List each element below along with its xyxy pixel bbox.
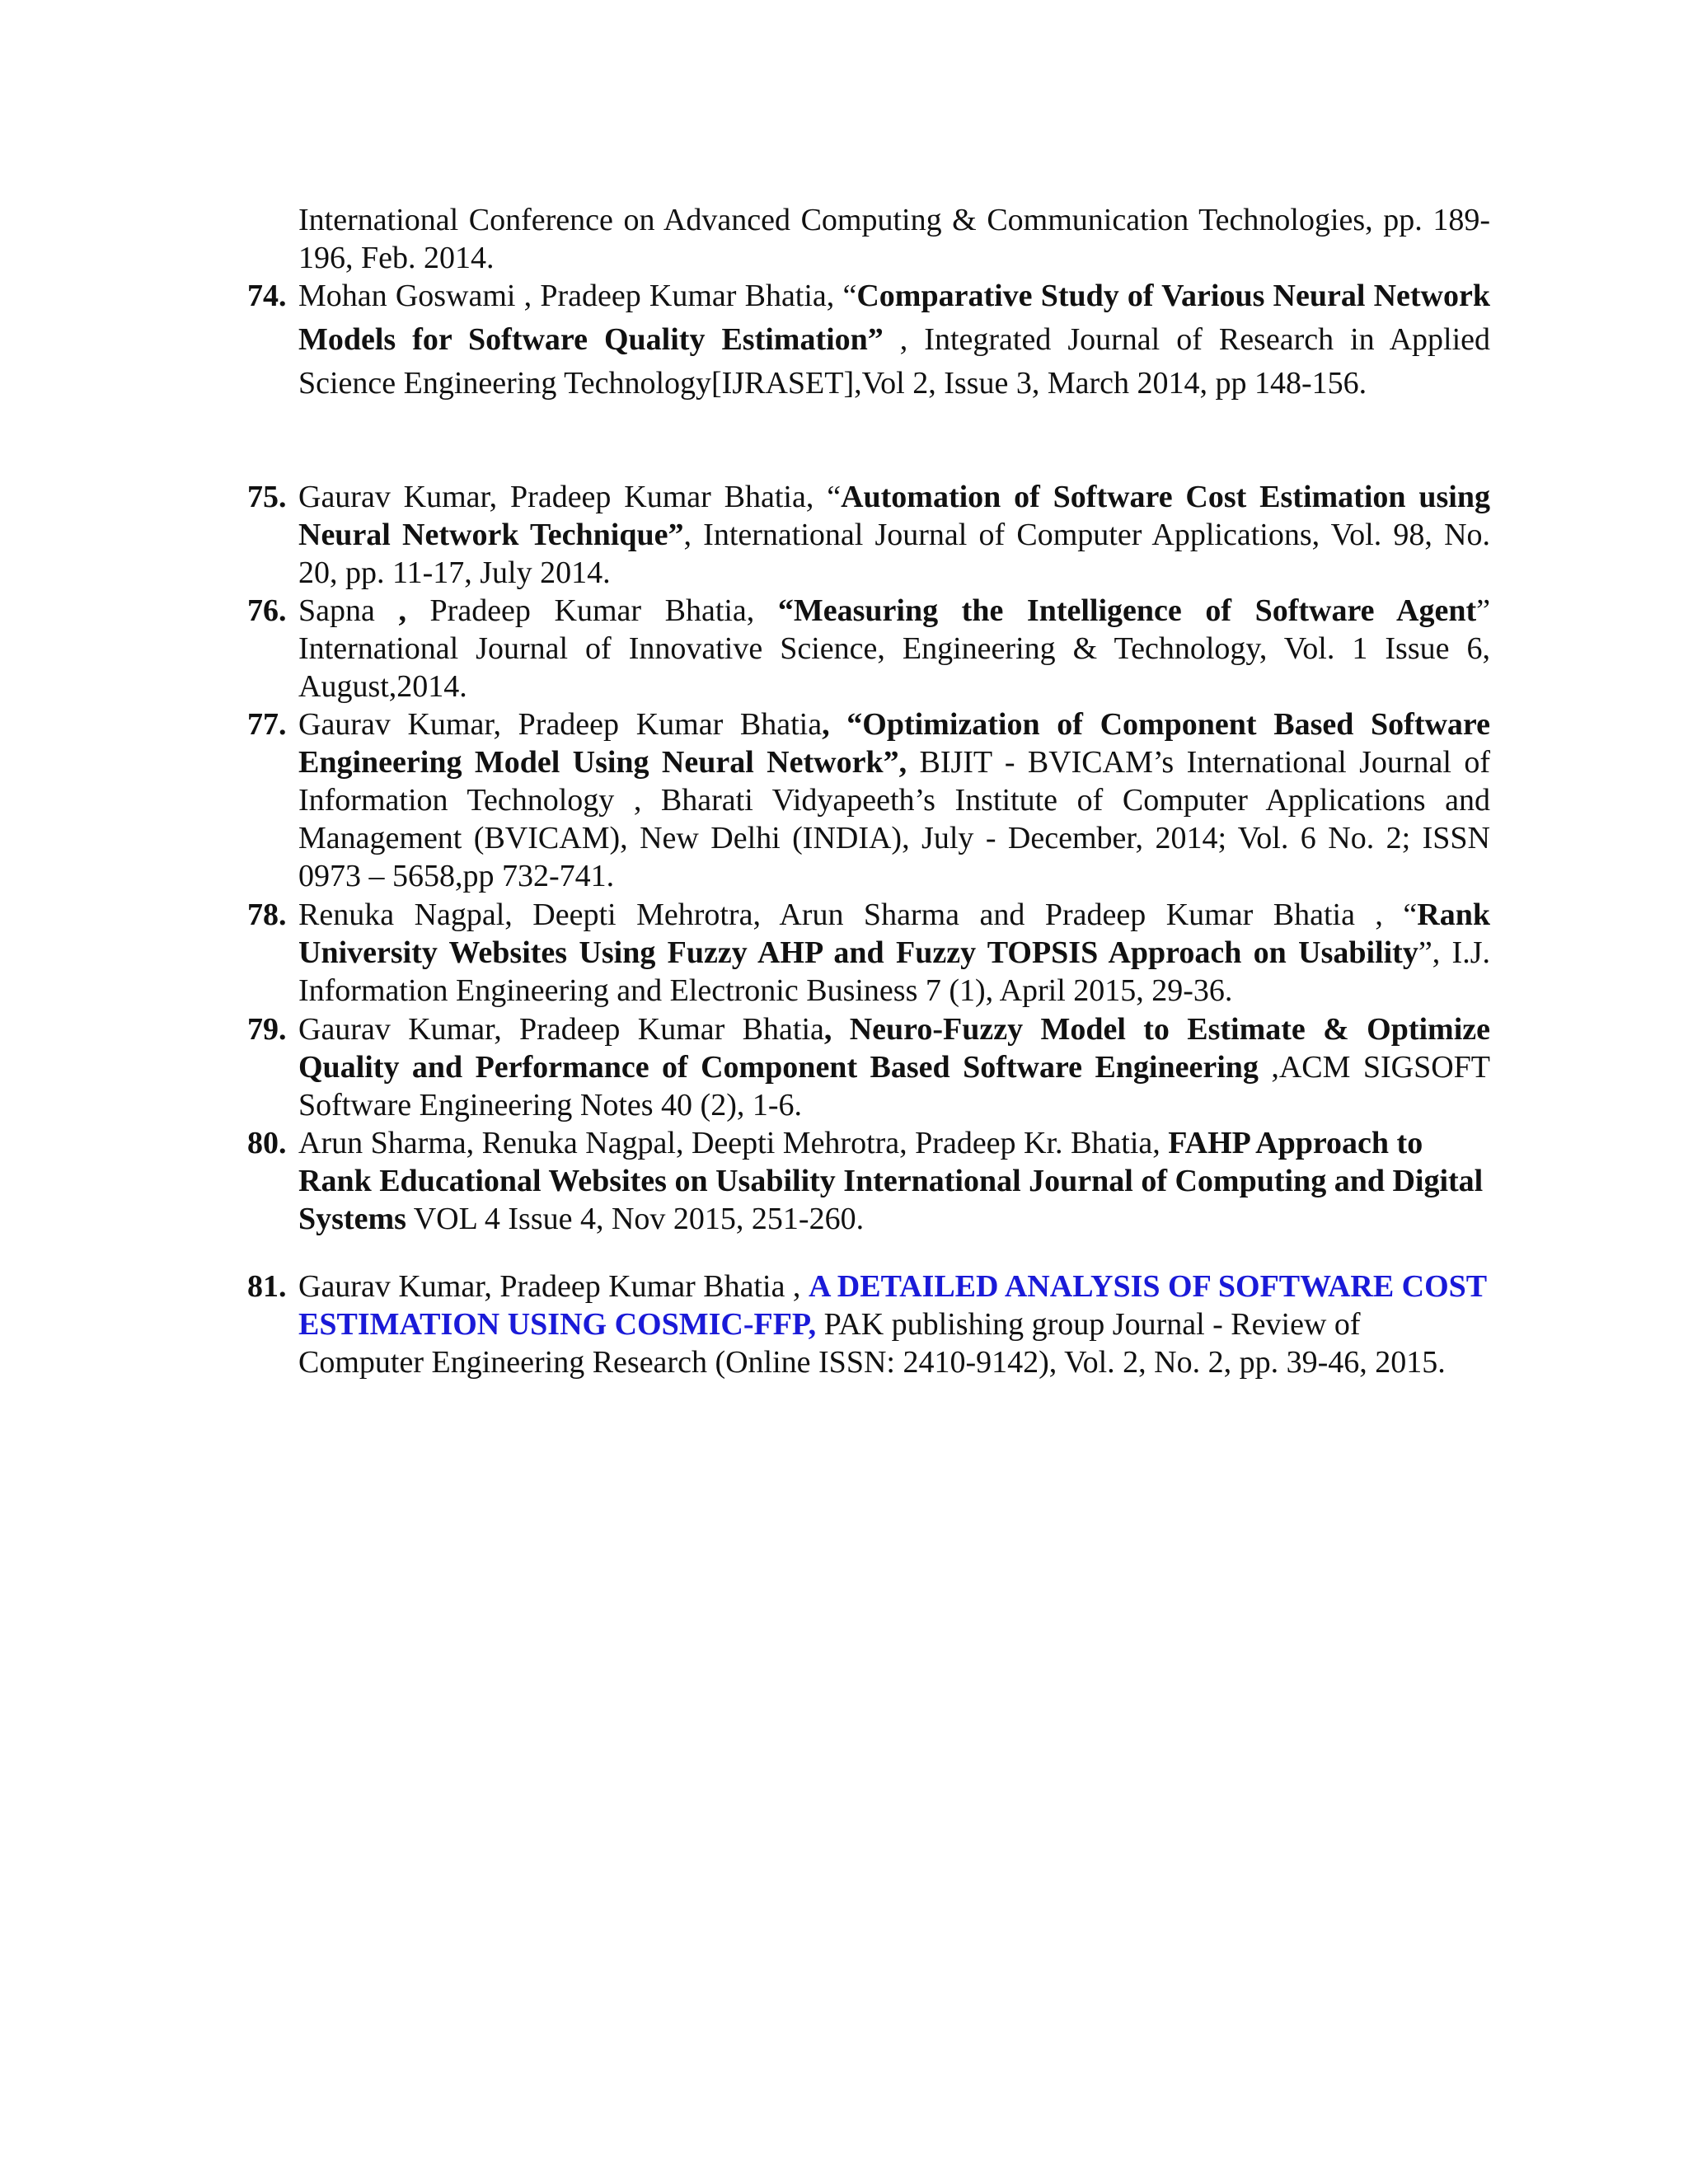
reference-separator: ,: [398, 593, 406, 628]
reference-title: FAHP Approach to Rank Educational Websites on Usability International Journal of Computing and Digital Systems: [298, 1126, 1484, 1236]
reference-source: PAK publishing group Journal - Review of Computer Engineering Research (Online ISSN: 2410-9142), Vol. 2, No. 2, pp. 39-46, 2015.: [298, 1307, 1446, 1380]
reference-authors: Arun Sharma, Renuka Nagpal, Deepti Mehrotra, Pradeep Kr. Bhatia,: [298, 1126, 1169, 1160]
reference-source: , Integrated Journal of Research in Applied Science Engineering Technology[IJRASET],Vol 2, Issue 3, March 2014, pp 148-156.: [298, 322, 1490, 401]
reference-source: ,ACM SIGSOFT Software Engineering Notes 40 (2), 1-6.: [298, 1050, 1490, 1122]
reference-source: BIJIT - BVICAM’s International Journal of Information Technology , Bharati Vidyapeeth’s Institute of Computer Applications and Management (BVICAM), New Delhi (INDIA), July - December, 2014; Vol. 6 No. 2; ISSN 0973 – 5658,pp 732-741.: [298, 745, 1490, 893]
reference-item-78: [247, 896, 1490, 1010]
reference-authors: Gaurav Kumar, Pradeep Kumar Bhatia ,: [298, 1269, 809, 1304]
reference-source: ”, I.J. Information Engineering and Electronic Business 7 (1), April 2015, 29-36.: [298, 935, 1490, 1008]
reference-authors: Gaurav Kumar, Pradeep Kumar Bhatia, “: [298, 480, 842, 514]
reference-number: 79.: [247, 1012, 287, 1047]
reference-number: 75.: [247, 480, 287, 514]
reference-number: 80.: [247, 1126, 287, 1160]
reference-title: , “Optimization of Component Based Software Engineering Model Using Neural Network”,: [298, 707, 1490, 780]
reference-authors: Gaurav Kumar, Pradeep Kumar Bhatia: [298, 707, 823, 742]
reference-title: “Measuring the Intelligence of Software Agent: [777, 593, 1477, 628]
reference-number: 81.: [247, 1269, 287, 1304]
reference-item-75: [247, 478, 1491, 592]
reference-authors-continued: Pradeep Kumar Bhatia,: [406, 593, 778, 628]
reference-title: , Neuro-Fuzzy Model to Estimate & Optimize Quality and Performance of Component Based Software Engineering: [298, 1012, 1490, 1085]
reference-text: International Conference on Advanced Computing & Communication Technologies, pp. 189-196, Feb. 2014.: [298, 203, 1490, 275]
reference-source: , International Journal of Computer Applications, Vol. 98, No. 20, pp. 11-17, July 2014.: [298, 518, 1491, 590]
reference-continuation: [298, 201, 1490, 277]
reference-number: 78.: [247, 898, 287, 932]
reference-number: 77.: [247, 707, 287, 742]
reference-source: VOL 4 Issue 4, Nov 2015, 251-260.: [406, 1202, 865, 1236]
reference-number: 76.: [247, 593, 287, 628]
reference-title-link[interactable]: A DETAILED ANALYSIS OF SOFTWARE COST ESTIMATION USING COSMIC-FFP,: [298, 1269, 1487, 1342]
reference-item-80: [247, 1124, 1490, 1238]
reference-item-81: [247, 1268, 1490, 1381]
reference-item-76: [247, 592, 1490, 705]
reference-source: ” International Journal of Innovative Science, Engineering & Technology, Vol. 1 Issue 6, August,2014.: [298, 593, 1490, 704]
reference-title: Comparative Study of Various Neural Network Models for Software Quality Estimation”: [298, 279, 1490, 357]
reference-number: 74.: [247, 279, 287, 313]
reference-authors: Sapna: [298, 593, 399, 628]
reference-title: Rank University Websites Using Fuzzy AHP and Fuzzy TOPSIS Approach on Usability: [298, 898, 1490, 970]
reference-item-79: [247, 1010, 1490, 1124]
reference-item-74: [247, 274, 1490, 405]
reference-authors: Gaurav Kumar, Pradeep Kumar Bhatia: [298, 1012, 824, 1047]
reference-item-77: [247, 705, 1490, 895]
reference-title: Automation of Software Cost Estimation using Neural Network Technique”: [298, 480, 1490, 552]
reference-authors: Renuka Nagpal, Deepti Mehrotra, Arun Sharma and Pradeep Kumar Bhatia , “: [298, 898, 1418, 932]
reference-authors: Mohan Goswami , Pradeep Kumar Bhatia, “: [298, 279, 857, 313]
